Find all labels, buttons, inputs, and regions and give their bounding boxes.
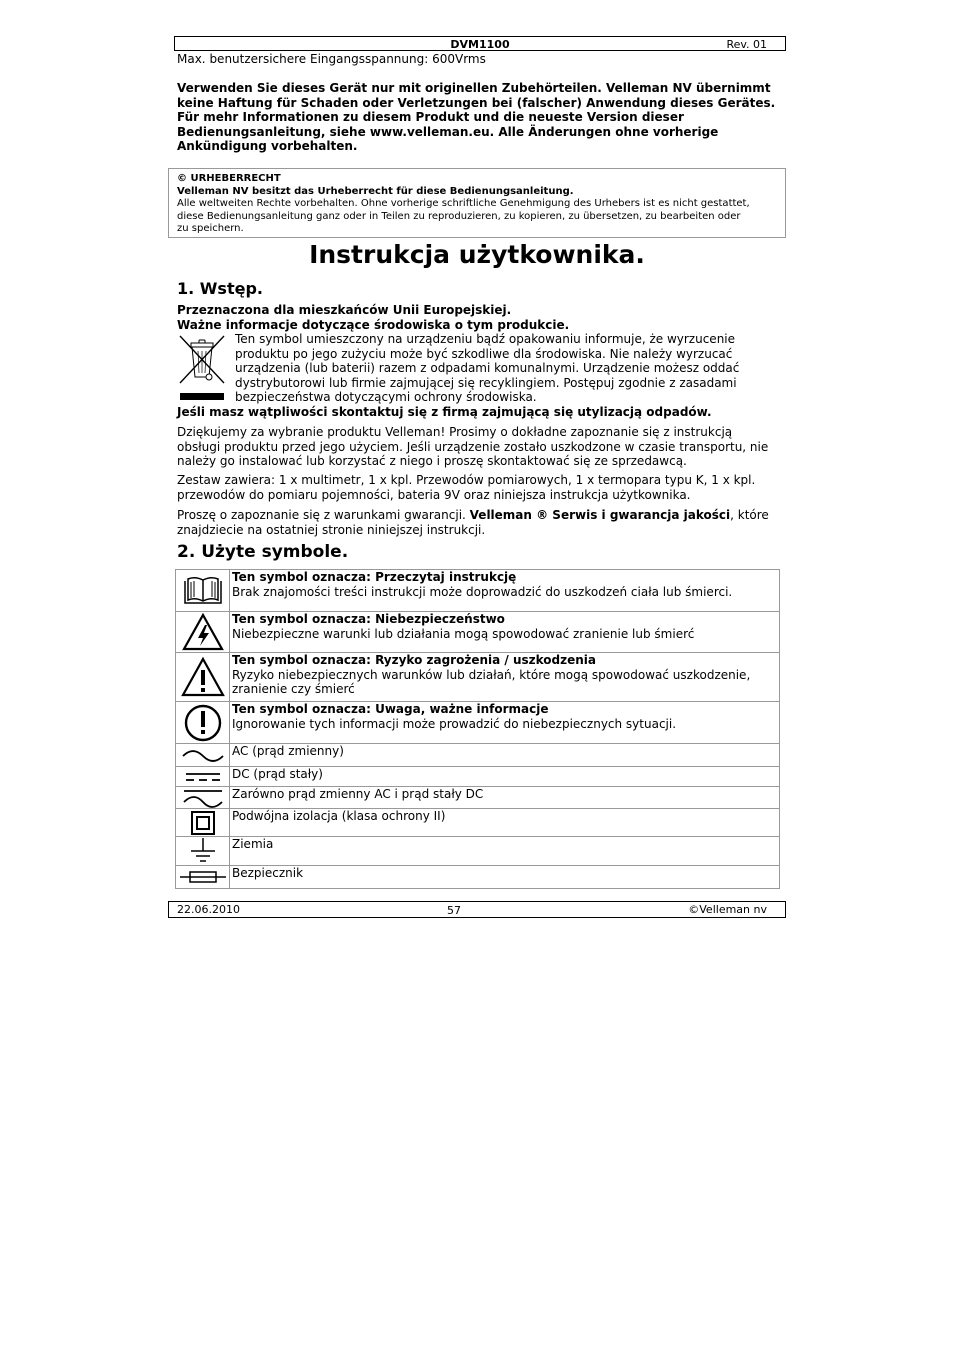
weee-line: dystrybutorowi lub firmie zajmującej się recyklingiem. Postępuj zgodnie z zasadami [235, 375, 737, 390]
symbol-desc [230, 787, 780, 809]
dc-icon [176, 767, 230, 787]
revision: Rev. 01 [726, 38, 767, 51]
table-row [176, 787, 780, 809]
symbol-desc [230, 653, 780, 702]
page-title: Instrukcja użytkownika. [309, 240, 645, 269]
symbol-desc [230, 866, 780, 889]
copyright-line: Alle weltweiten Rechte vorbehalten. Ohne vorherige schriftliche Genehmigung des Urhebers ist es nicht gestattet, [177, 198, 750, 209]
contents-line: przewodów do pomiaru pojemności, bateria 9V oraz niniejsza instrukcja użytkownika. [177, 487, 691, 502]
thanks-line: należy go instalować lub korzystać z niego i proszę skontaktować się ze sprzedawcą. [177, 454, 687, 468]
book-icon [176, 570, 230, 612]
page-footer [168, 901, 786, 918]
symbol-text: DC (prąd stały) [232, 767, 323, 781]
symbol-text: Brak znajomości treści instrukcji może doprowadzić do uszkodzeń ciała lub śmierci. [232, 584, 733, 599]
page-number: 57 [447, 904, 461, 917]
contents-line: Zestaw zawiera: 1 x multimetr, 1 x kpl. Przewodów pomiarowych, 1 x termopara typu K, 1 x kpl. [177, 473, 756, 487]
table-row [176, 866, 780, 889]
symbol-desc [230, 809, 780, 837]
symbol-desc [230, 767, 780, 787]
weee-line: produktu po jego zużyciu może być szkodliwe dla środowiska. Nie należy wyrzucać [235, 346, 733, 361]
symbol-text: Bezpiecznik [232, 866, 304, 880]
thanks-line: obsługi produktu przed jego użyciem. Jeśli urządzenie zostało uszkodzone w czasie transportu, nie [177, 439, 769, 454]
copyright-heading: © URHEBERRECHT [177, 173, 281, 184]
symbol-text: zranienie czy śmierć [232, 682, 355, 696]
copyright-line: zu speichern. [177, 223, 244, 234]
warranty-text: , które [730, 508, 769, 522]
attention-circle-icon [176, 702, 230, 744]
symbol-title: Ten symbol oznacza: Ryzyko zagrożenia / uszkodzenia [232, 653, 596, 667]
table-row [176, 702, 780, 744]
eu-notice [177, 303, 781, 332]
table-row [176, 653, 780, 702]
section-1-heading: 1. Wstęp. [177, 279, 263, 298]
symbol-text: Niebezpieczne warunki lub działania mogą spowodować zranienie lub śmierć [232, 626, 695, 641]
symbol-text: Ryzyko niebezpiecznych warunków lub działań, które mogą spowodować uszkodzenie, [232, 667, 751, 682]
warning-triangle-icon [176, 653, 230, 702]
disposal-contact: Jeśli masz wątpliwości skontaktuj się z firmą zajmującą się utylizacją odpadów. [177, 405, 712, 419]
symbol-desc [230, 612, 780, 653]
weee-text [235, 332, 785, 405]
thanks-paragraph [177, 425, 781, 469]
copyright-owner: Velleman NV besitzt das Urheberrecht für diese Bedienungsanleitung. [177, 185, 574, 197]
symbol-text: Podwójna izolacja (klasa ochrony II) [232, 809, 446, 823]
symbol-title: Ten symbol oznacza: Przeczytaj instrukcję [232, 570, 517, 584]
double-insulation-icon [176, 809, 230, 837]
section-2-heading [177, 542, 348, 562]
fuse-icon [176, 866, 230, 889]
warranty-line [177, 508, 781, 523]
de-warning-line: Verwenden Sie dieses Gerät nur mit originellen Zubehörteilen. Velleman NV übernimmt [177, 81, 771, 95]
symbol-desc [230, 702, 780, 744]
footer-date: 22.06.2010 [177, 903, 240, 916]
weee-line: Ten symbol umieszczony na urządzeniu bądź opakowaniu informuje, że wyrzucenie [235, 332, 736, 346]
symbol-title: Ten symbol oznacza: Uwaga, ważne informacje [232, 702, 549, 716]
symbol-text: AC (prąd zmienny) [232, 744, 344, 758]
symbol-text: Ziemia [232, 837, 274, 851]
copyright-line: diese Bedienungsanleitung ganz oder in Teilen zu reproduzieren, zu kopieren, zu übersetzen, zu bearbeiten oder [177, 210, 741, 222]
symbol-desc [230, 837, 780, 866]
symbol-desc [230, 570, 780, 612]
table-row [176, 767, 780, 787]
symbol-text: Zarówno prąd zmienny AC i prąd stały DC [232, 787, 484, 801]
thanks-line: Dziękujemy za wybranie produktu Velleman! Prosimy o dokładne zapoznanie się z instrukcją [177, 425, 733, 439]
warranty-paragraph [177, 508, 781, 537]
warranty-text: Proszę o zapoznanie się z warunkami gwarancji. [177, 508, 470, 522]
table-row [176, 612, 780, 653]
package-contents [177, 473, 781, 502]
warranty-service-link: Velleman ® Serwis i gwarancja jakości [469, 508, 731, 522]
high-voltage-icon [176, 612, 230, 653]
table-row [176, 809, 780, 837]
eu-line: Ważne informacje dotyczące środowiska o tym produkcie. [177, 317, 570, 332]
de-warning-line: keine Haftung für Schaden oder Verletzungen bei (falscher) Anwendung dieses Gerätes. [177, 95, 776, 110]
warranty-line: znajdziecie na ostatniej stronie niniejszej instrukcji. [177, 522, 486, 537]
ac-icon [176, 744, 230, 767]
table-row [176, 570, 780, 612]
symbols-table [175, 569, 780, 889]
footer-copyright: ©Velleman nv [688, 903, 767, 916]
de-warning [177, 81, 787, 154]
weee-line: urządzenia (lub baterii) razem z odpadami komunalnymi. Urządzenie możesz oddać [235, 361, 740, 375]
table-row [176, 744, 780, 767]
symbol-text: Ignorowanie tych informacji może prowadzić do niebezpiecznych sytuacji. [232, 716, 677, 731]
copyright-box [168, 168, 786, 238]
eu-line: Przeznaczona dla mieszkańców Unii Europejskiej. [177, 303, 512, 317]
max-voltage: Max. benutzersichere Eingangsspannung: 600Vrms [177, 52, 486, 66]
de-warning-line: Für mehr Informationen zu diesem Produkt und die neueste Version dieser [177, 110, 684, 124]
page-header [174, 36, 786, 51]
model-number: DVM1100 [450, 38, 510, 51]
symbol-desc [230, 744, 780, 767]
weee-bin-icon [177, 333, 227, 409]
de-warning-line: Ankündigung vorbehalten. [177, 139, 358, 153]
table-row [176, 837, 780, 866]
section-title: Użyte symbole. [201, 542, 349, 562]
weee-line: bezpieczeństwa dotyczącymi ochrony środowiska. [235, 390, 537, 404]
ground-icon [176, 837, 230, 866]
de-warning-line: Bedienungsanleitung, siehe www.velleman.eu. Alle Änderungen ohne vorherige [177, 124, 719, 139]
symbol-title: Ten symbol oznacza: Niebezpieczeństwo [232, 612, 505, 626]
ac-dc-icon [176, 787, 230, 809]
section-number: 2. [177, 542, 196, 562]
